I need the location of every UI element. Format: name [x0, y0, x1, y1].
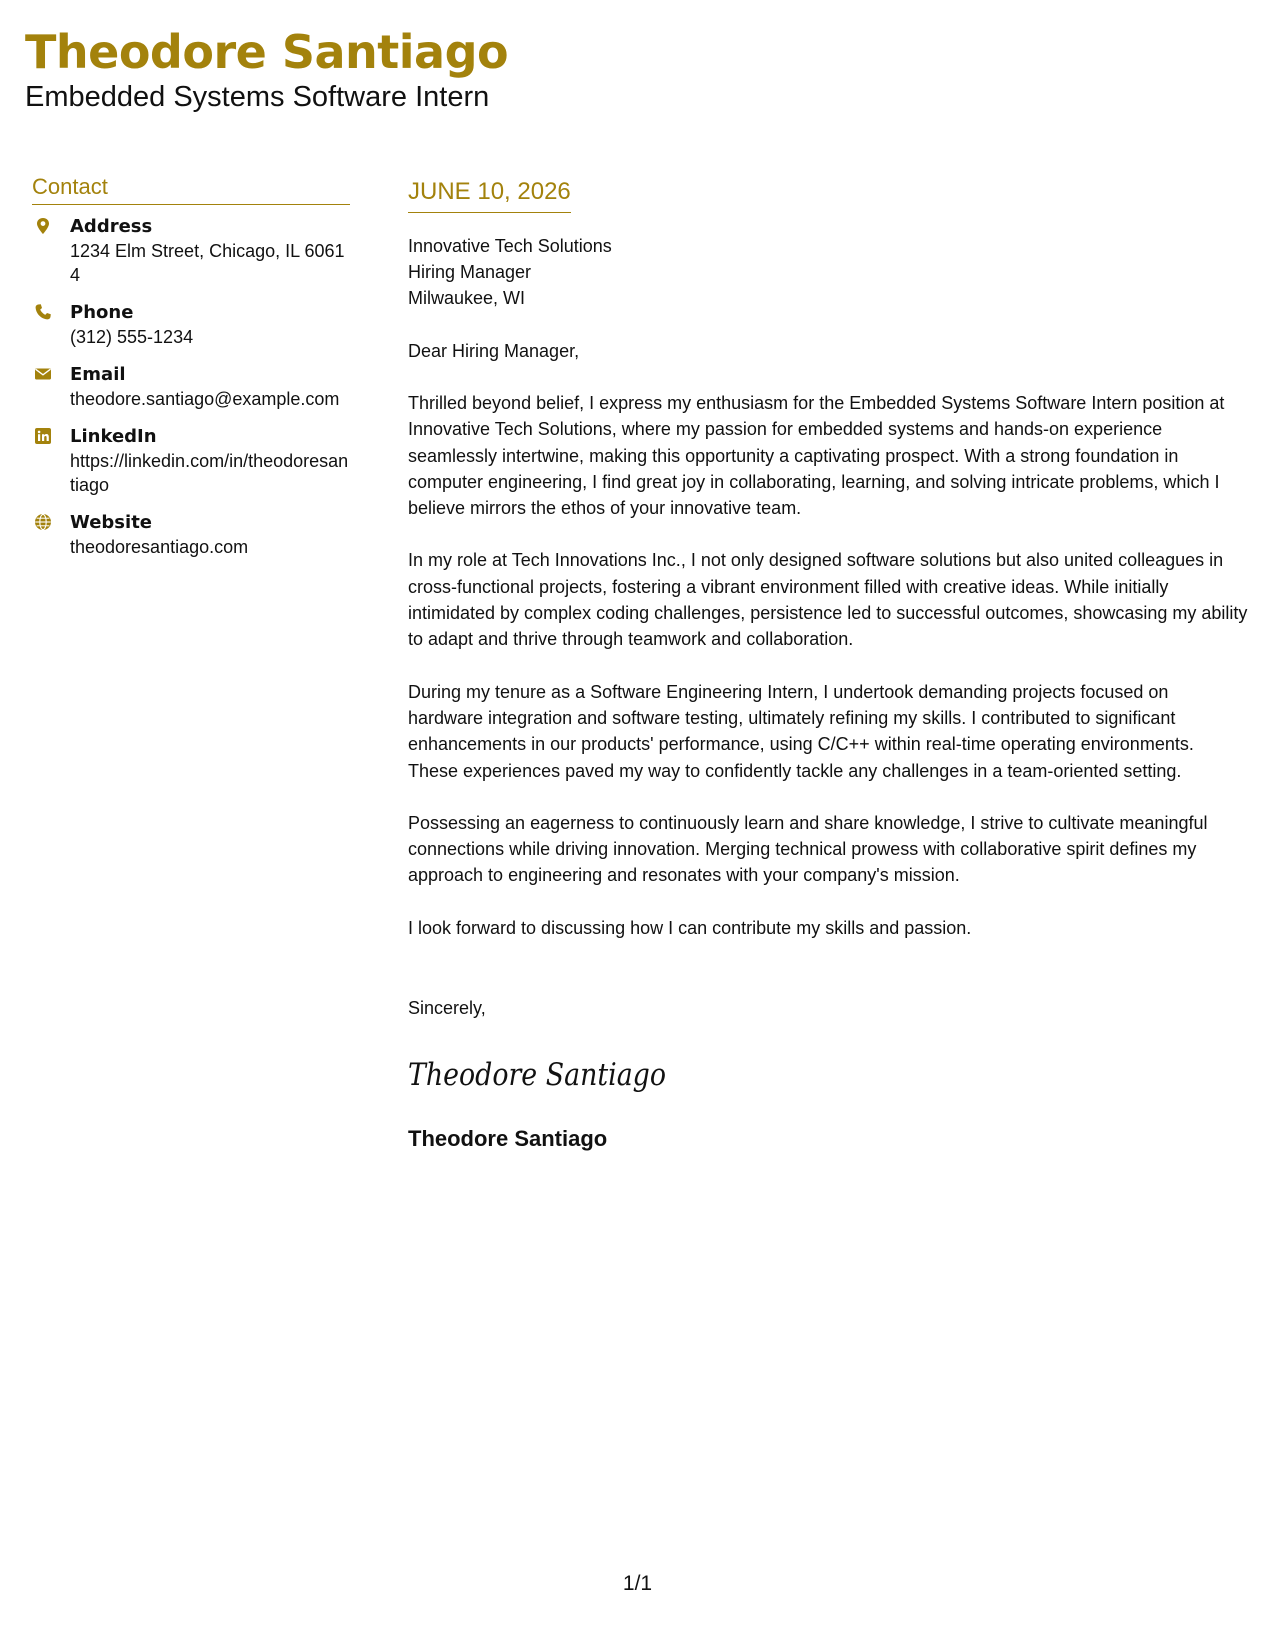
body-paragraph-4: Possessing an eagerness to continuously learn and share knowledge, I strive to cultivate meaningful connections while driving innovation. Merging technical prowess with collaborative spirit defines my approach to engineering and resonates with your company's mission. [408, 812, 1208, 886]
recipient-location: Milwaukee, WI [408, 288, 526, 308]
job-title: Embedded Systems Software Intern [25, 81, 490, 113]
contact-item-address [32, 215, 350, 287]
phone-label: Phone [70, 302, 134, 323]
contact-item-email [32, 363, 350, 411]
recipient-role: Hiring Manager [408, 262, 532, 282]
envelope-icon [34, 365, 52, 383]
contact-heading: Contact [32, 174, 350, 205]
phone-value[interactable]: (312) 555-1234 [70, 327, 194, 347]
recipient-block [408, 233, 1248, 311]
applicant-name: Theodore Santiago [25, 25, 509, 79]
contact-item-linkedin [32, 425, 350, 497]
salutation: Dear Hiring Manager, [408, 341, 580, 361]
address-label: Address [70, 216, 153, 237]
linkedin-label: LinkedIn [70, 426, 157, 447]
body-paragraph-3: During my tenure as a Software Engineering Intern, I undertook demanding projects focused on hardware integration and software testing, ultimately refining my skills. I contributed to significant enhancements in our products' performance, using C/C++ within real-time operating environments. These experiences paved my way to confidently tackle any challenges in a team-oriented setting. [408, 681, 1194, 781]
signature-text: Theodore Santiago [408, 1057, 666, 1094]
handwritten-signature [408, 1049, 668, 1101]
signed-name: Theodore Santiago [408, 1126, 608, 1152]
letter-date: JUNE 10, 2026 [408, 178, 571, 213]
body-paragraph-5: I look forward to discussing how I can contribute my skills and passion. [408, 917, 972, 938]
body-paragraph-1: Thrilled beyond belief, I express my enthusiasm for the Embedded Systems Software Intern position at Innovative Tech Solutions, where my passion for embedded systems and hands-on experience seamlessly intertwine, making this opportunity a captivating prospect. With a strong foundation in computer engineering, I find great joy in collaborating, learning, and solving intricate problems, which I believe mirrors the ethos of your innovative team. [408, 393, 1225, 519]
body-paragraph-2: In my role at Tech Innovations Inc., I not only designed software solutions but also united colleagues in cross-functional projects, fostering a vibrant environment filled with creative ideas. While initially intimidated by complex coding challenges, persistence led to successful outcomes, showcasing my ability to adapt and thrive through teamwork and collaboration. [408, 550, 1248, 650]
website-value[interactable]: theodoresantiago.com [70, 537, 249, 557]
contact-item-website [32, 511, 350, 559]
header [25, 22, 508, 114]
letter-body [408, 178, 1248, 1152]
globe-icon [34, 513, 52, 531]
email-value[interactable]: theodore.santiago@example.com [70, 389, 340, 409]
closing: Sincerely, [408, 998, 486, 1019]
map-pin-icon [34, 217, 52, 235]
address-value: 1234 Elm Street, Chicago, IL 60614 [70, 241, 345, 285]
email-label: Email [70, 364, 126, 385]
website-label: Website [70, 512, 153, 533]
linkedin-value[interactable]: https://linkedin.com/in/theodoresantiago [70, 451, 349, 495]
linkedin-icon [34, 427, 52, 445]
recipient-company: Innovative Tech Solutions [408, 236, 612, 256]
phone-icon [34, 303, 52, 321]
contact-sidebar [32, 174, 350, 573]
page-number: 1/1 [622, 1572, 653, 1595]
contact-item-phone [32, 301, 350, 349]
